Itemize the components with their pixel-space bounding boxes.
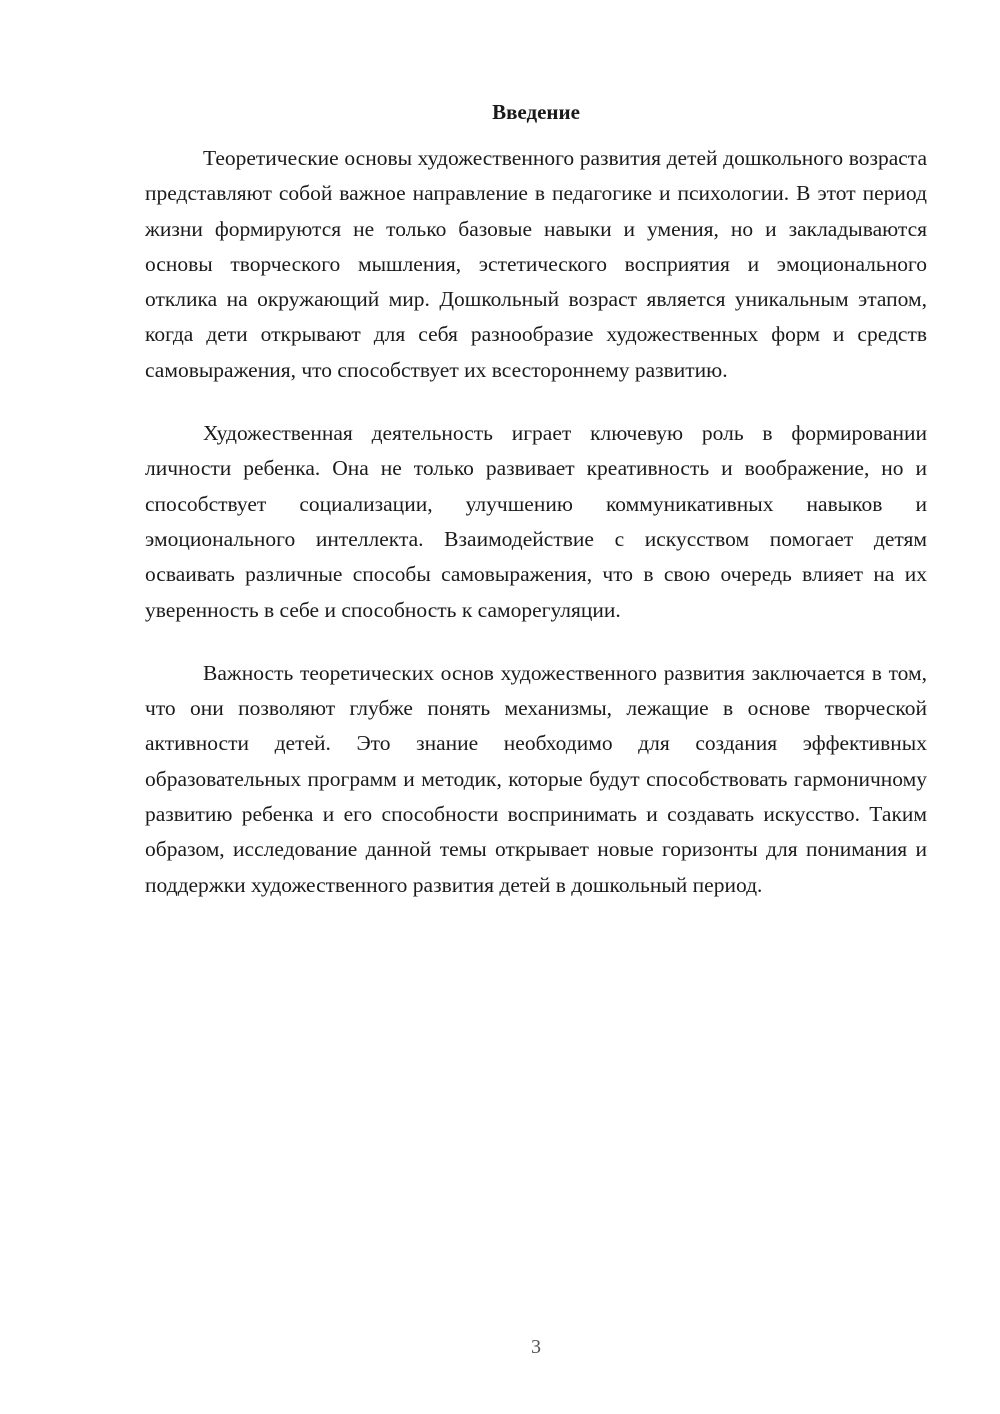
paragraph-1: Теоретические основы художественного развития детей дошкольного возраста представляют собой важное направление в педагогике и психологии. В этот период жизни формируются не только базовые навыки и умения, но и закладываются основы творческого мышления, эстетического восприятия и эмоционального отклика на окружающий мир. Дошкольный возраст является уникальным этапом, когда дети открывают для себя разнообразие художественных форм и средств самовыражения, что способствует их всестороннему развитию. (145, 146, 927, 382)
body-text (145, 141, 927, 931)
page-number: 3 (531, 1336, 541, 1358)
paragraph-2: Художественная деятельность играет ключевую роль в формировании личности ребенка. Она не только развивает креативность и воображение, но и способствует социализации, улучшению коммуникативных навыков и эмоционального интеллекта. Взаимодействие с искусством помогает детям осваивать различные способы самовыражения, что в свою очередь влияет на их уверенность в себе и способность к саморегуляции. (145, 421, 927, 622)
paragraph-3: Важность теоретических основ художественного развития заключается в том, что они позволяют глубже понять механизмы, лежащие в основе творческой активности детей. Это знание необходимо для создания эффективных образовательных программ и методик, которые будут способствовать гармоничному развитию ребенка и его способности воспринимать и создавать искусство. Таким образом, исследование данной темы открывает новые горизонты для понимания и поддержки художественного развития детей в дошкольный период. (145, 660, 927, 897)
section-title: Введение (492, 100, 580, 124)
